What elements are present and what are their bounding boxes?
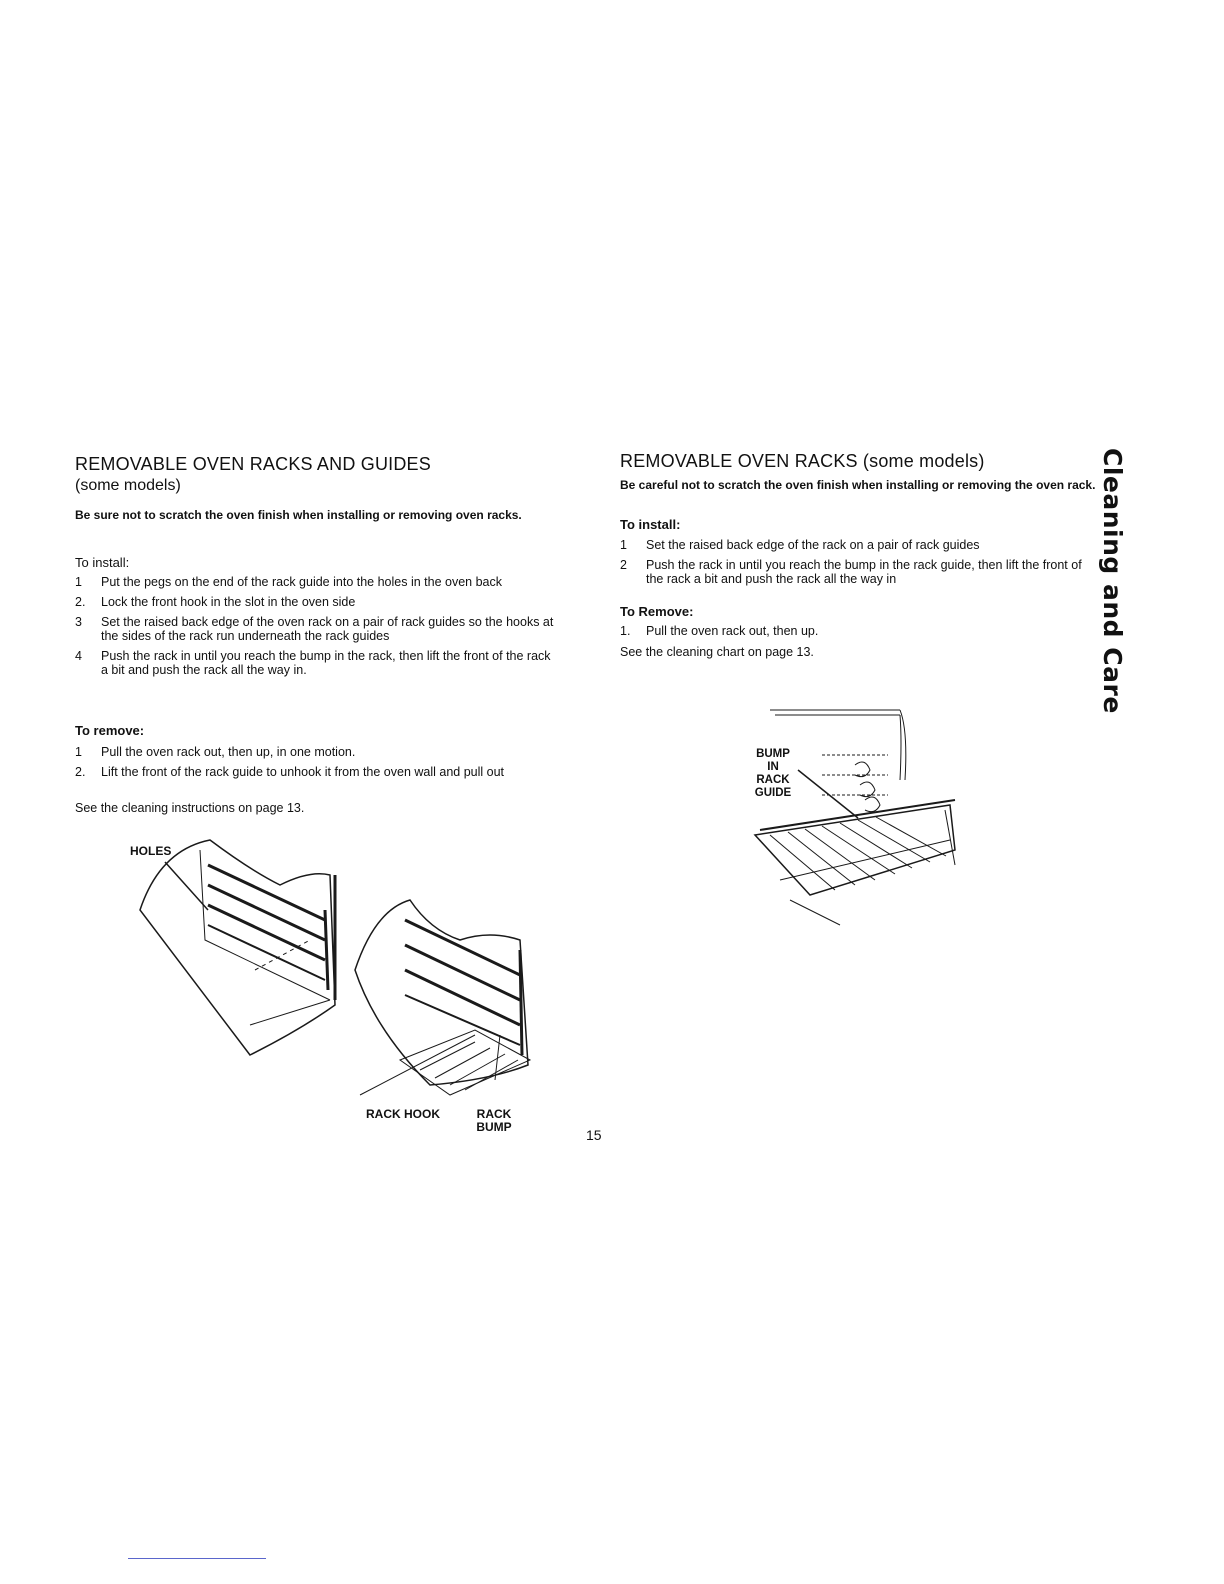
left-remove-list [75, 745, 560, 779]
right-remove-list [620, 624, 1100, 644]
right-title: REMOVABLE OVEN RACKS (some models) [620, 451, 985, 471]
left-remove-heading: To remove: [75, 723, 145, 738]
list-item: 3 Set the raised back edge of the oven rack on a pair of rack guides so the hooks at the sides of the rack run underneath the rack guides [75, 615, 554, 643]
left-warning: Be sure not to scratch the oven finish when installing or removing oven racks. [75, 508, 522, 522]
left-see-text: See the cleaning instructions on page 13. [75, 801, 305, 815]
right-install-heading: To install: [620, 517, 681, 532]
list-item: 1 Set the raised back edge of the rack on a pair of rack guides [620, 538, 980, 552]
list-item: 1 Put the pegs on the end of the rack guide into the holes in the oven back [75, 575, 502, 589]
left-install-heading: To install: [75, 555, 130, 570]
rack-guide-illustration [130, 830, 550, 1110]
list-item: 1 Pull the oven rack out, then up, in one motion. [75, 745, 356, 759]
footer-rule [128, 1558, 266, 1559]
left-install-list [75, 575, 560, 683]
list-item: 2 Push the rack in until you reach the bump in the rack guide, then lift the front of the rack a bit and push the rack all the way in [620, 558, 1082, 586]
left-title: REMOVABLE OVEN RACKS AND GUIDES [75, 454, 431, 474]
right-install-list [620, 538, 1100, 592]
left-subtitle: (some models) [75, 477, 181, 494]
oven-rack-illustration [750, 700, 970, 930]
section-tab-label: Cleaning and Care [1098, 448, 1127, 714]
rack-hook-label: RACK HOOK [366, 1107, 440, 1121]
rack-bump-label: RACK BUMP [476, 1107, 512, 1134]
list-item: 2. Lock the front hook in the slot in the oven side [75, 595, 356, 609]
list-item: 4 Push the rack in until you reach the bump in the rack, then lift the front of the rack a bit and push the rack all the way in. [75, 649, 551, 677]
section-tab [1098, 448, 1147, 714]
holes-label: HOLES [130, 844, 172, 858]
list-item: 1. Pull the oven rack out, then up. [620, 624, 819, 638]
bump-in-rack-guide-label: BUMP IN RACK GUIDE [754, 748, 792, 799]
page-number: 15 [586, 1127, 602, 1143]
right-remove-heading: To Remove: [620, 604, 694, 619]
list-item: 2. Lift the front of the rack guide to unhook it from the oven wall and pull out [75, 765, 505, 779]
right-see-text: See the cleaning chart on page 13. [620, 645, 814, 659]
right-warning: Be careful not to scratch the oven finish when installing or removing the oven rack. [620, 478, 1096, 492]
